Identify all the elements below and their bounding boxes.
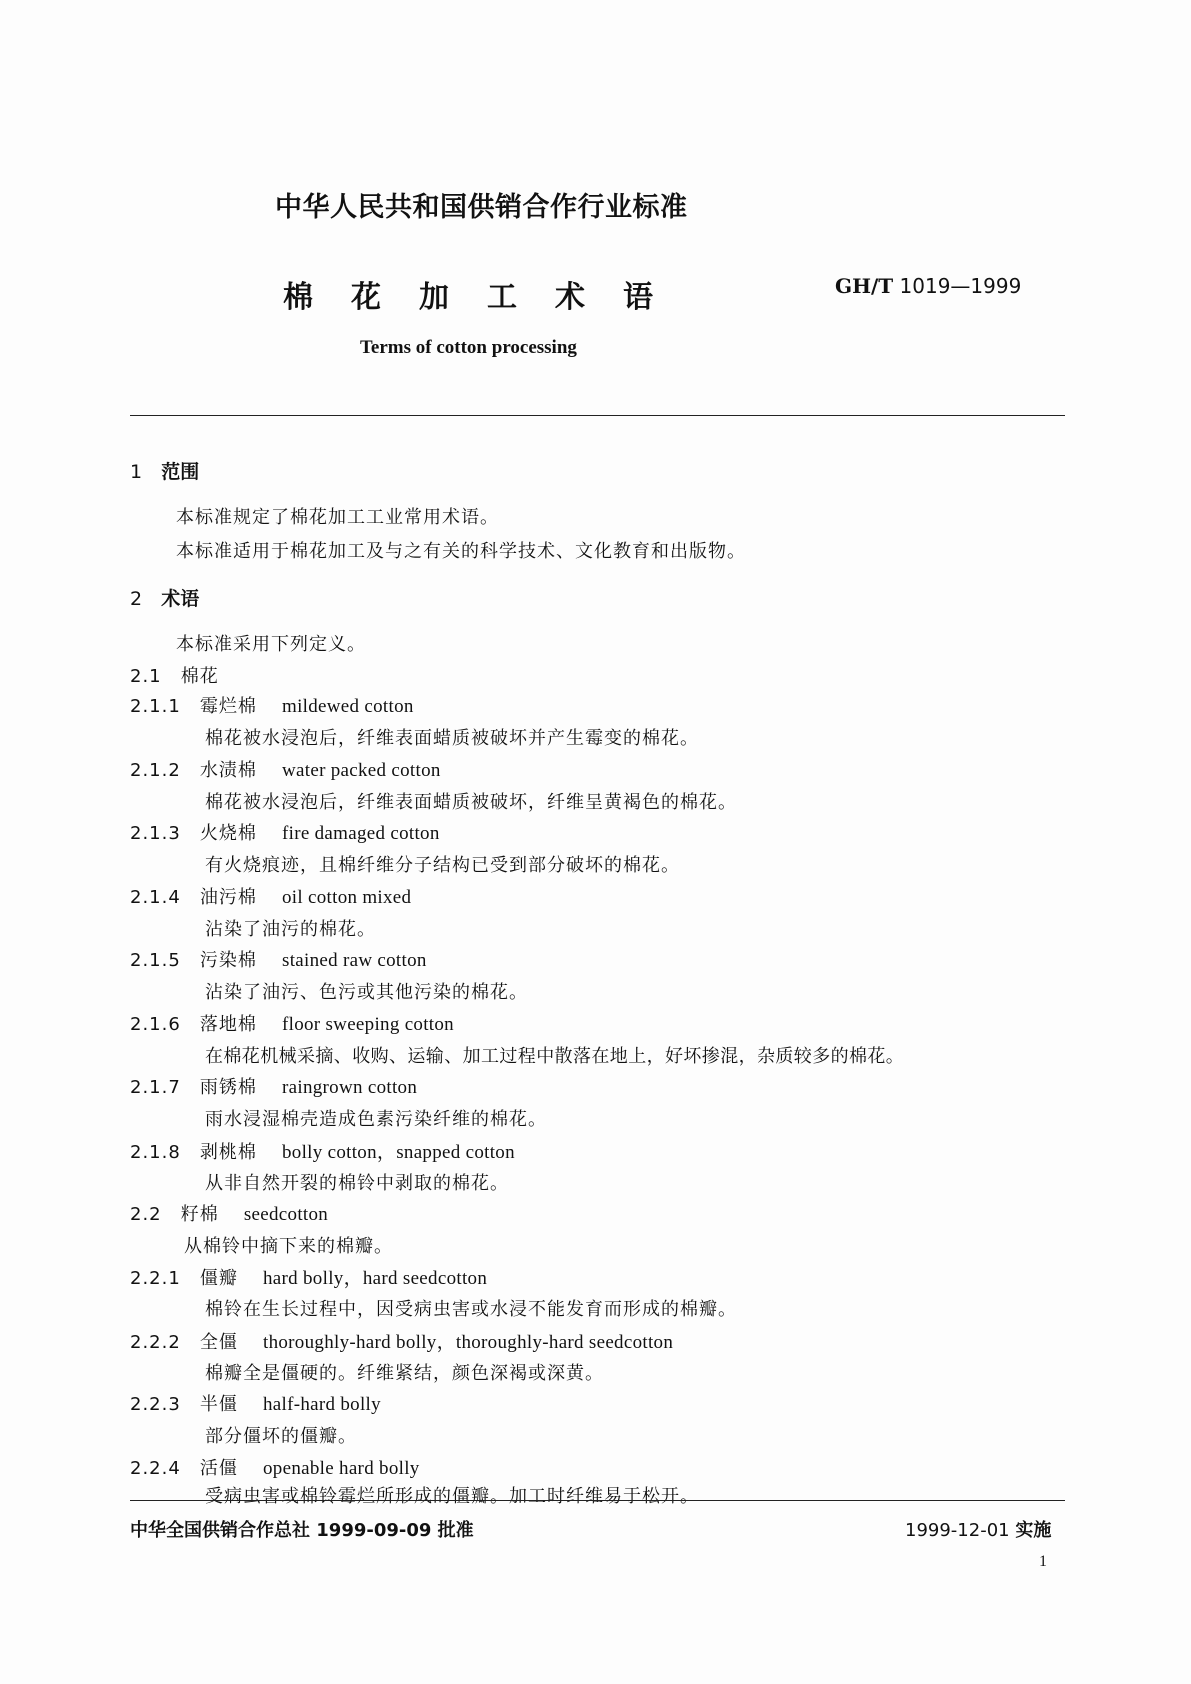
term-number: 2.1.3 — [130, 823, 181, 844]
term-definition: 部分僵坏的僵瓣。 — [205, 1426, 357, 1447]
term-definition: 沾染了油污的棉花。 — [205, 919, 376, 940]
term-number: 2.2.4 — [130, 1458, 181, 1479]
implementation-statement — [905, 1516, 1051, 1542]
term-number: 2.1.6 — [130, 1014, 181, 1035]
term-cn: 活僵 — [199, 1458, 238, 1479]
section-number: 1 — [130, 461, 143, 483]
header-divider — [130, 415, 1065, 416]
term-entry — [130, 1327, 673, 1354]
term-number: 2.2.1 — [130, 1268, 181, 1289]
term-entry — [130, 1137, 515, 1164]
implementation-label: 实施 — [1015, 1520, 1052, 1541]
subsection-number: 2.1 — [130, 666, 162, 687]
term-number: 2.1.5 — [130, 950, 181, 971]
term-en: bolly cotton，snapped cotton — [282, 1142, 515, 1163]
term-en: stained raw cotton — [282, 950, 427, 971]
term-cn: 半僵 — [199, 1394, 238, 1415]
section-number: 2 — [130, 588, 143, 610]
term-en: oil cotton mixed — [282, 887, 412, 908]
term-number: 2.2.3 — [130, 1394, 181, 1415]
term-number: 2.1.2 — [130, 760, 181, 781]
term-entry — [130, 946, 427, 972]
term-number: 2.2.2 — [130, 1332, 181, 1353]
standard-number — [835, 274, 1021, 298]
term-entry — [130, 692, 414, 718]
standard-prefix: GH/T — [835, 274, 894, 298]
term-definition: 从非自然开裂的棉铃中剥取的棉花。 — [205, 1173, 509, 1194]
document-title-en: Terms of cotton processing — [360, 337, 577, 358]
term-number: 2.1.7 — [130, 1077, 181, 1098]
term-number: 2.1.8 — [130, 1142, 181, 1163]
term-entry — [130, 1073, 417, 1099]
section-heading-scope — [130, 457, 199, 484]
term-definition: 受病虫害或棉铃霉烂所形成的僵瓣。加工时纤维易于松开。 — [205, 1486, 699, 1507]
term-en: floor sweeping cotton — [282, 1014, 454, 1035]
footer-divider — [130, 1500, 1065, 1501]
term-entry — [130, 1454, 420, 1480]
terms-intro: 本标准采用下列定义。 — [176, 634, 366, 655]
term-entry — [130, 756, 441, 782]
term-en: hard bolly，hard seedcotton — [263, 1268, 488, 1289]
term-definition: 雨水浸湿棉壳造成色素污染纤维的棉花。 — [205, 1109, 547, 1130]
term-cn: 落地棉 — [199, 1014, 257, 1035]
term-en: water packed cotton — [282, 760, 441, 781]
scope-paragraph: 本标准规定了棉花加工工业常用术语。 — [176, 507, 499, 528]
term-en: half-hard bolly — [263, 1394, 381, 1415]
term-en: mildewed cotton — [282, 696, 414, 717]
term-definition: 棉花被水浸泡后，纤维表面蜡质被破坏并产生霉变的棉花。 — [205, 728, 699, 749]
implementation-date: 1999-12-01 — [905, 1520, 1010, 1541]
term-entry — [130, 1263, 487, 1290]
subsection-term: 棉花 — [180, 666, 219, 687]
term-en: openable hard bolly — [263, 1458, 420, 1479]
term-definition: 有火烧痕迹，且棉纤维分子结构已受到部分破坏的棉花。 — [205, 855, 680, 876]
term-cn: 僵瓣 — [199, 1268, 238, 1289]
term-cn: 水渍棉 — [199, 760, 257, 781]
section-heading-terms — [130, 584, 199, 611]
term-entry — [130, 1390, 381, 1416]
term-definition: 沾染了油污、色污或其他污染的棉花。 — [205, 982, 528, 1003]
term-number: 2.1.1 — [130, 696, 181, 717]
page-number: 1 — [1039, 1553, 1047, 1570]
subsection-definition: 从棉铃中摘下来的棉瓣。 — [184, 1236, 393, 1257]
subsection-seedcotton — [130, 1200, 328, 1226]
term-en: raingrown cotton — [282, 1077, 418, 1098]
section-title: 术语 — [161, 588, 200, 610]
term-definition: 在棉花机械采摘、收购、运输、加工过程中散落在地上，好坏掺混，杂质较多的棉花。 — [205, 1046, 905, 1067]
subsection-term-en: seedcotton — [243, 1204, 329, 1225]
section-title: 范围 — [161, 461, 200, 483]
scope-paragraph: 本标准适用于棉花加工及与之有关的科学技术、文化教育和出版物。 — [176, 541, 746, 562]
term-entry — [130, 819, 440, 845]
organization-title: 中华人民共和国供销合作行业标准 — [275, 192, 688, 223]
standard-code: 1019—1999 — [899, 274, 1022, 298]
subsection-number: 2.2 — [130, 1204, 162, 1225]
approval-statement: 中华全国供销合作总社 1999-09-09 批准 — [130, 1520, 474, 1541]
term-cn: 污染棉 — [199, 950, 257, 971]
term-en: fire damaged cotton — [282, 823, 440, 844]
term-cn: 全僵 — [199, 1332, 238, 1353]
subsection-cotton — [130, 662, 219, 688]
document-title-cn: 棉花加工术语 — [283, 280, 691, 315]
term-cn: 油污棉 — [199, 887, 257, 908]
term-definition: 棉瓣全是僵硬的。纤维紧结，颜色深褐或深黄。 — [205, 1363, 604, 1384]
term-number: 2.1.4 — [130, 887, 181, 908]
term-definition: 棉花被水浸泡后，纤维表面蜡质被破坏，纤维呈黄褐色的棉花。 — [205, 792, 737, 813]
term-cn: 雨锈棉 — [199, 1077, 257, 1098]
subsection-term-cn: 籽棉 — [180, 1204, 219, 1225]
term-en: thoroughly-hard bolly，thoroughly-hard seedcotton — [263, 1332, 674, 1353]
term-entry — [130, 1010, 454, 1036]
term-cn: 剥桃棉 — [199, 1142, 257, 1163]
term-cn: 火烧棉 — [199, 823, 257, 844]
term-entry — [130, 883, 411, 909]
term-definition: 棉铃在生长过程中，因受病虫害或水浸不能发育而形成的棉瓣。 — [205, 1299, 737, 1320]
term-cn: 霉烂棉 — [199, 696, 257, 717]
